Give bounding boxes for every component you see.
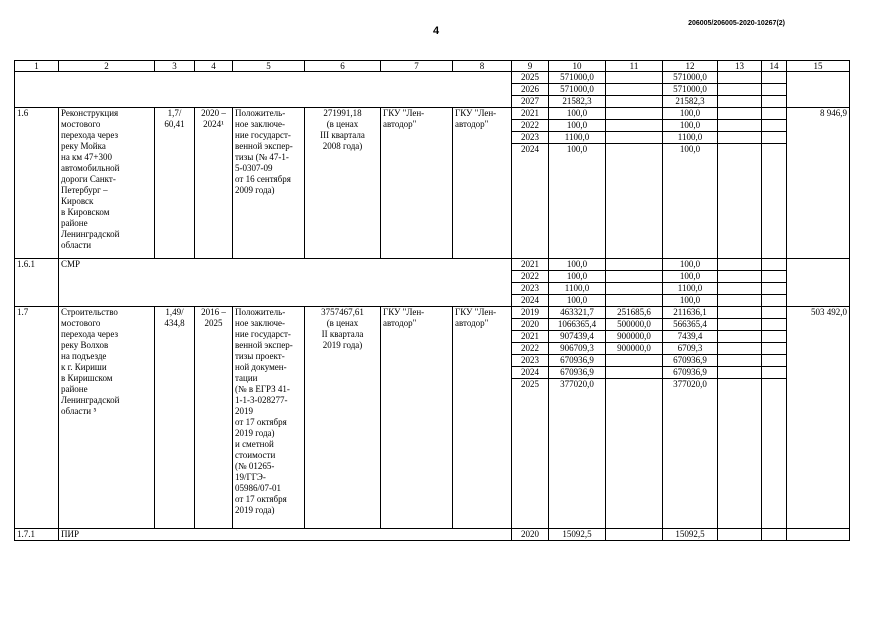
total-cell: 100,0 bbox=[549, 259, 606, 271]
col15-cell: 503 492,0 bbox=[787, 307, 850, 529]
total-cell: 100,0 bbox=[549, 295, 606, 307]
col13-cell bbox=[718, 379, 762, 529]
year-cell: 2020 bbox=[512, 529, 549, 541]
column-header: 11 bbox=[606, 61, 663, 72]
column-header: 1 bbox=[15, 61, 59, 72]
federal-cell: 900000,0 bbox=[606, 343, 663, 355]
col14-cell bbox=[762, 355, 787, 367]
item-name: СМР bbox=[59, 259, 512, 307]
regional-cell: 100,0 bbox=[663, 108, 718, 120]
year-cell: 2024 bbox=[512, 144, 549, 259]
column-header: 7 bbox=[381, 61, 453, 72]
column-header: 14 bbox=[762, 61, 787, 72]
federal-cell bbox=[606, 295, 663, 307]
total-cell: 377020,0 bbox=[549, 379, 606, 529]
total-cell: 571000,0 bbox=[549, 72, 606, 84]
regional-cell: 7439,4 bbox=[663, 331, 718, 343]
cost-cell: 271991,18 (в ценах III квартала 2008 года) bbox=[305, 108, 381, 259]
capacity-cell: 1,7/ 60,41 bbox=[155, 108, 195, 259]
col14-cell bbox=[762, 259, 787, 271]
table-row bbox=[15, 108, 850, 120]
col14-cell bbox=[762, 307, 787, 319]
col14-cell bbox=[762, 96, 787, 108]
col14-cell bbox=[762, 283, 787, 295]
expertise-cell: Положитель- ное заключе- ние государст- венной экспер- тизы проект- ной докумен- тации (№ в ЕГРЗ 41- 1-1-3-028277- 2019 от 17 октября 2019 года) и сметной стоимости (№ 01265- 19/ГГЭ- 05986/07-01 от 17 октября 2019 года) bbox=[233, 307, 305, 529]
expertise-cell: Положитель- ное заключе- ние государст- венной экспер- тизы (№ 47-1- 5-0307-09 от 16 сентября 2009 года) bbox=[233, 108, 305, 259]
regional-cell: 566365,4 bbox=[663, 319, 718, 331]
col13-cell bbox=[718, 144, 762, 259]
col14-cell bbox=[762, 343, 787, 355]
total-cell: 670936,9 bbox=[549, 367, 606, 379]
column-header: 9 bbox=[512, 61, 549, 72]
column-header: 8 bbox=[453, 61, 512, 72]
table-row bbox=[15, 259, 850, 271]
col15-cell bbox=[787, 259, 850, 307]
capacity-cell: 1,49/ 434,8 bbox=[155, 307, 195, 529]
col13-cell bbox=[718, 319, 762, 331]
item-name: Реконструкция мостового перехода через реку Мойка на км 47+300 автомобильной дороги Санкт- Петербург – Кировск в Кировском районе Ленинградской области bbox=[59, 108, 155, 259]
col14-cell bbox=[762, 379, 787, 529]
regional-cell: 100,0 bbox=[663, 144, 718, 259]
regional-cell: 100,0 bbox=[663, 259, 718, 271]
year-cell: 2023 bbox=[512, 132, 549, 144]
total-cell: 100,0 bbox=[549, 144, 606, 259]
col13-cell bbox=[718, 295, 762, 307]
col15-cell bbox=[787, 72, 850, 108]
col14-cell bbox=[762, 529, 787, 541]
item-number: 1.6.1 bbox=[15, 259, 59, 307]
year-cell: 2024 bbox=[512, 295, 549, 307]
col14-cell bbox=[762, 108, 787, 120]
total-cell: 1100,0 bbox=[549, 132, 606, 144]
regional-cell: 100,0 bbox=[663, 295, 718, 307]
federal-cell bbox=[606, 108, 663, 120]
total-cell: 571000,0 bbox=[549, 84, 606, 96]
budget-table bbox=[14, 60, 850, 541]
column-header: 3 bbox=[155, 61, 195, 72]
year-cell: 2023 bbox=[512, 283, 549, 295]
total-cell: 670936,9 bbox=[549, 355, 606, 367]
col13-cell bbox=[718, 343, 762, 355]
total-cell: 100,0 bbox=[549, 108, 606, 120]
federal-cell: 251685,6 bbox=[606, 307, 663, 319]
regional-cell: 571000,0 bbox=[663, 84, 718, 96]
col14-cell bbox=[762, 132, 787, 144]
table-row bbox=[15, 72, 850, 84]
col14-cell bbox=[762, 319, 787, 331]
table-row bbox=[15, 529, 850, 541]
total-cell: 21582,3 bbox=[549, 96, 606, 108]
year-cell: 2025 bbox=[512, 72, 549, 84]
regional-cell: 377020,0 bbox=[663, 379, 718, 529]
document-id: 206005/206005-2020-10267(2) bbox=[688, 20, 785, 27]
regional-cell: 670936,9 bbox=[663, 355, 718, 367]
regional-cell: 571000,0 bbox=[663, 72, 718, 84]
col14-cell bbox=[762, 144, 787, 259]
col13-cell bbox=[718, 259, 762, 271]
regional-cell: 1100,0 bbox=[663, 132, 718, 144]
table-row bbox=[15, 307, 850, 319]
customer-cell: ГКУ "Лен- автодор" bbox=[381, 108, 453, 259]
federal-cell: 900000,0 bbox=[606, 331, 663, 343]
federal-cell bbox=[606, 529, 663, 541]
federal-cell bbox=[606, 379, 663, 529]
page-number: 4 bbox=[432, 25, 440, 37]
period-cell: 2016 – 2025 bbox=[195, 307, 233, 529]
column-header: 13 bbox=[718, 61, 762, 72]
regional-cell: 670936,9 bbox=[663, 367, 718, 379]
column-header: 2 bbox=[59, 61, 155, 72]
total-cell: 463321,7 bbox=[549, 307, 606, 319]
column-header: 4 bbox=[195, 61, 233, 72]
total-cell: 1100,0 bbox=[549, 283, 606, 295]
col13-cell bbox=[718, 367, 762, 379]
col13-cell bbox=[718, 529, 762, 541]
col13-cell bbox=[718, 355, 762, 367]
federal-cell bbox=[606, 84, 663, 96]
total-cell: 1066365,4 bbox=[549, 319, 606, 331]
federal-cell bbox=[606, 271, 663, 283]
continuation-cell bbox=[15, 72, 512, 108]
column-header: 5 bbox=[233, 61, 305, 72]
col13-cell bbox=[718, 72, 762, 84]
total-cell: 100,0 bbox=[549, 120, 606, 132]
total-cell: 906709,3 bbox=[549, 343, 606, 355]
column-header: 15 bbox=[787, 61, 850, 72]
year-cell: 2021 bbox=[512, 108, 549, 120]
table-body bbox=[15, 72, 850, 541]
federal-cell bbox=[606, 355, 663, 367]
column-number-row bbox=[15, 61, 850, 72]
year-cell: 2024 bbox=[512, 367, 549, 379]
col13-cell bbox=[718, 271, 762, 283]
col13-cell bbox=[718, 84, 762, 96]
year-cell: 2020 bbox=[512, 319, 549, 331]
developer-cell: ГКУ "Лен- автодор" bbox=[453, 108, 512, 259]
year-cell: 2022 bbox=[512, 120, 549, 132]
col13-cell bbox=[718, 132, 762, 144]
year-cell: 2021 bbox=[512, 331, 549, 343]
col14-cell bbox=[762, 295, 787, 307]
regional-cell: 15092,5 bbox=[663, 529, 718, 541]
total-cell: 100,0 bbox=[549, 271, 606, 283]
federal-cell bbox=[606, 283, 663, 295]
col14-cell bbox=[762, 72, 787, 84]
federal-cell: 500000,0 bbox=[606, 319, 663, 331]
col13-cell bbox=[718, 307, 762, 319]
cost-cell: 3757467,61 (в ценах II квартала 2019 года) bbox=[305, 307, 381, 529]
col13-cell bbox=[718, 96, 762, 108]
item-number: 1.7.1 bbox=[15, 529, 59, 541]
col13-cell bbox=[718, 108, 762, 120]
year-cell: 2021 bbox=[512, 259, 549, 271]
federal-cell bbox=[606, 72, 663, 84]
year-cell: 2019 bbox=[512, 307, 549, 319]
regional-cell: 6709,3 bbox=[663, 343, 718, 355]
total-cell: 15092,5 bbox=[549, 529, 606, 541]
federal-cell bbox=[606, 144, 663, 259]
col14-cell bbox=[762, 271, 787, 283]
col15-cell: 8 946,9 bbox=[787, 108, 850, 259]
federal-cell bbox=[606, 132, 663, 144]
period-cell: 2020 – 2024¹ bbox=[195, 108, 233, 259]
col14-cell bbox=[762, 120, 787, 132]
customer-cell: ГКУ "Лен- автодор" bbox=[381, 307, 453, 529]
year-cell: 2023 bbox=[512, 355, 549, 367]
column-header: 12 bbox=[663, 61, 718, 72]
developer-cell: ГКУ "Лен- автодор" bbox=[453, 307, 512, 529]
regional-cell: 211636,1 bbox=[663, 307, 718, 319]
federal-cell bbox=[606, 367, 663, 379]
col13-cell bbox=[718, 331, 762, 343]
item-name: Строительство мостового перехода через реку Волхов на подъезде к г. Кириши в Киришском районе Ленинградской области ⁵ bbox=[59, 307, 155, 529]
col13-cell bbox=[718, 120, 762, 132]
year-cell: 2022 bbox=[512, 343, 549, 355]
total-cell: 907439,4 bbox=[549, 331, 606, 343]
item-name: ПИР bbox=[59, 529, 512, 541]
year-cell: 2026 bbox=[512, 84, 549, 96]
federal-cell bbox=[606, 96, 663, 108]
regional-cell: 1100,0 bbox=[663, 283, 718, 295]
col14-cell bbox=[762, 367, 787, 379]
regional-cell: 21582,3 bbox=[663, 96, 718, 108]
federal-cell bbox=[606, 120, 663, 132]
col13-cell bbox=[718, 283, 762, 295]
column-header: 10 bbox=[549, 61, 606, 72]
column-header: 6 bbox=[305, 61, 381, 72]
regional-cell: 100,0 bbox=[663, 271, 718, 283]
item-number: 1.6 bbox=[15, 108, 59, 259]
col14-cell bbox=[762, 331, 787, 343]
regional-cell: 100,0 bbox=[663, 120, 718, 132]
item-number: 1.7 bbox=[15, 307, 59, 529]
year-cell: 2022 bbox=[512, 271, 549, 283]
col15-cell bbox=[787, 529, 850, 541]
year-cell: 2025 bbox=[512, 379, 549, 529]
year-cell: 2027 bbox=[512, 96, 549, 108]
federal-cell bbox=[606, 259, 663, 271]
col14-cell bbox=[762, 84, 787, 96]
